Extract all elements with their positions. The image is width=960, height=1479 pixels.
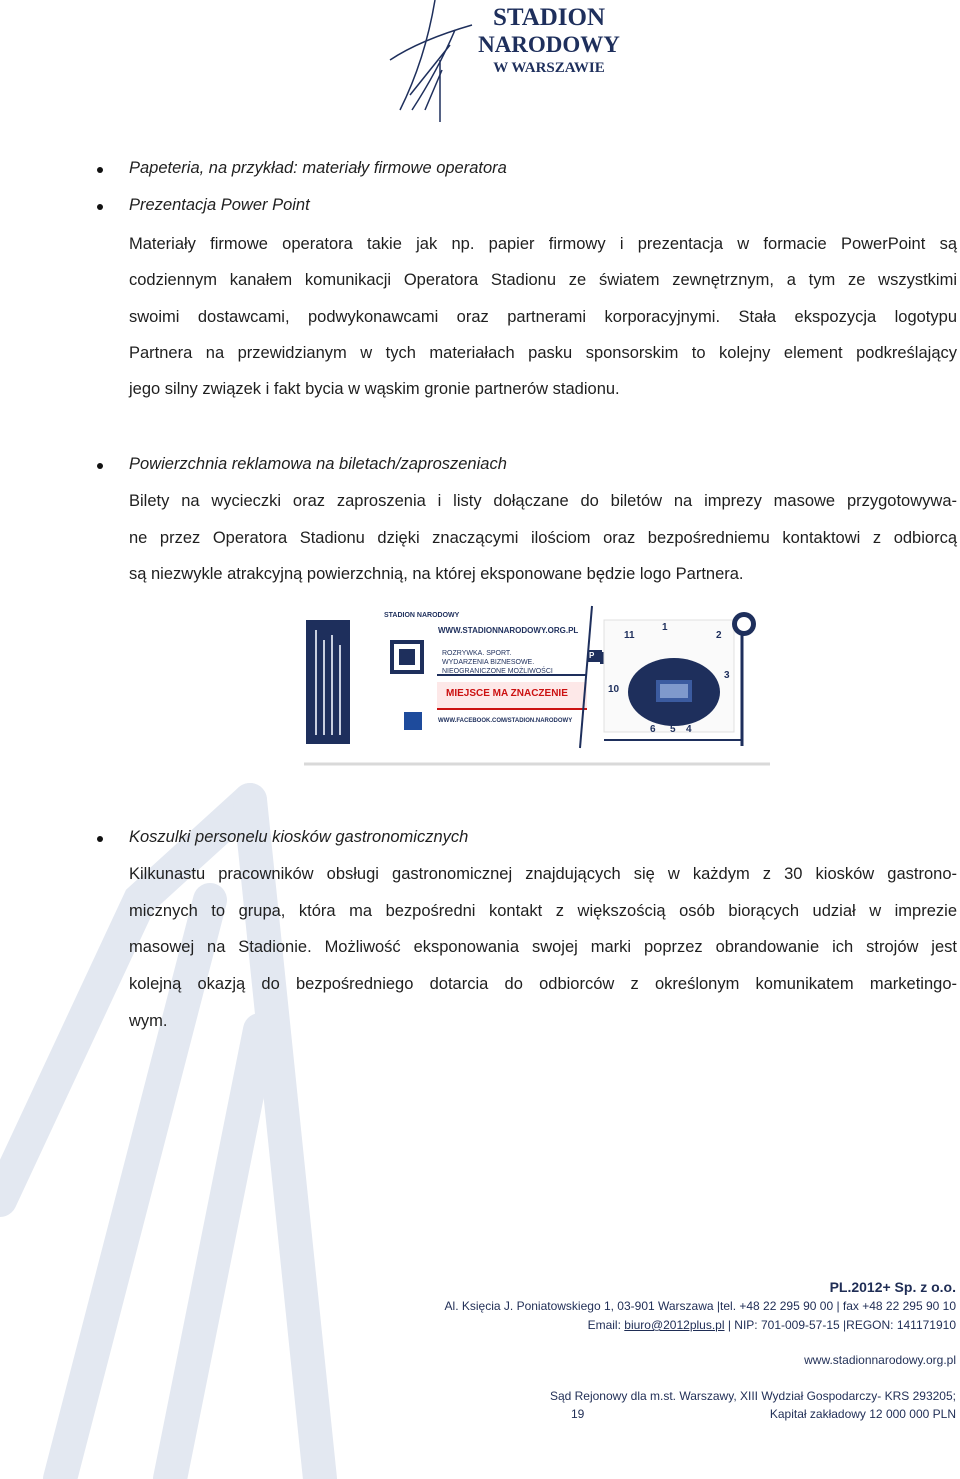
paragraph-line: ne przez Operatora Stadionu dzięki znaczącymi ilościom oraz bezpośredniemu kontaktowi z odbiorcą — [129, 529, 957, 547]
bullet-dot — [97, 204, 103, 210]
ticket-slogan-3: NIEOGRANICZONE MOŻLIWOŚCI — [442, 668, 553, 675]
ticket-parking: P — [589, 651, 595, 660]
logo-line-3: W WARSZAWIE — [493, 60, 605, 76]
paragraph-line: jego silny związek i fakt bycia w wąskim gronie partnerów stadionu. — [129, 380, 620, 398]
bullet-dot — [97, 463, 103, 469]
ticket-logo-small: STADION NARODOWY — [384, 612, 460, 619]
paragraph-line: Kilkunastu pracowników obsługi gastronomicznej znajdujących się w każdym z 30 kiosków gastrono- — [129, 865, 957, 883]
footer-nip: | NIP: 701-009-57-15 |REGON: 141171910 — [724, 1318, 956, 1332]
bullet-koszulki: Koszulki personelu kiosków gastronomicznych — [129, 828, 469, 846]
ticket-gate-4: 4 — [686, 724, 692, 735]
footer-company: PL.2012+ Sp. z o.o. — [829, 1279, 956, 1295]
bullet-dot — [97, 167, 103, 173]
paragraph-line: wym. — [129, 1012, 168, 1030]
watermark-logo — [0, 780, 420, 1479]
bullet-prezentacja: Prezentacja Power Point — [129, 196, 310, 214]
paragraph-line: masowej na Stadionie. Możliwość eksponowania swojej marki poprzez obrandowanie ich strojów jest — [129, 938, 957, 956]
footer-email-link[interactable]: biuro@2012plus.pl — [624, 1318, 725, 1332]
footer-website[interactable]: www.stadionnarodowy.org.pl — [804, 1353, 956, 1367]
paragraph-line: Bilety na wycieczki oraz zaproszenia i listy dołączane do biletów na imprezy masowe przygotowywa- — [129, 492, 957, 510]
ticket-gate-1: 1 — [662, 622, 668, 633]
ticket-gate-11: 11 — [624, 630, 635, 641]
bullet-papeteria: Papeteria, na przykład: materiały firmowe operatora — [129, 159, 507, 177]
logo-line-2: NARODOWY — [478, 32, 620, 57]
paragraph-line: swoimi dostawcami, podwykonawcami oraz partnerami korporacyjnymi. Stała ekspozycja logotypu — [129, 308, 957, 326]
paragraph-line: codziennym kanałem komunikacji Operatora Stadionu ze światem zewnętrznym, a tym ze wszystkimi — [129, 271, 957, 289]
paragraph-line: Materiały firmowe operatora takie jak np. papier firmowy i prezentacja w formacie PowerPoint są — [129, 235, 957, 253]
footer-capital: Kapitał zakładowy 12 000 000 PLN — [769, 1407, 956, 1421]
ticket-slogan-1: ROZRYWKA. SPORT. — [442, 650, 512, 657]
ticket-gate-5: 5 — [670, 724, 676, 735]
ticket-gate-10: 10 — [608, 684, 620, 695]
paragraph-line: micznych to grupa, która ma bezpośredni kontakt z większością osób biorących udział w imprezie — [129, 902, 957, 920]
ticket-facebook: WWW.FACEBOOK.COM/STADION.NARODOWY — [438, 718, 573, 724]
ticket-gate-6: 6 — [650, 724, 656, 735]
ticket-gate-3: 3 — [724, 670, 730, 681]
bullet-dot — [97, 836, 103, 842]
footer-court: Sąd Rejonowy dla m.st. Warszawy, XIII Wydział Gospodarczy- KRS 293205; — [549, 1389, 956, 1403]
paragraph-line: są niezwykle atrakcyjną powierzchnią, na której eksponowane będzie logo Partnera. — [129, 565, 744, 583]
ticket-gate-2: 2 — [716, 630, 722, 641]
footer-email-label: Email: — [587, 1318, 625, 1332]
ticket-website: WWW.STADIONNARODOWY.ORG.PL — [438, 626, 579, 635]
footer-contact — [588, 1318, 956, 1332]
ticket-image — [304, 600, 770, 766]
footer-address: Al. Księcia J. Poniatowskiego 1, 03-901 Warszawa |tel. +48 22 295 90 00 | fax +48 22 295 90 10 — [444, 1299, 956, 1313]
paragraph-line: kolejną okazją do bezpośredniego dotarcia do odbiorców z określonym komunikatem marketingo- — [129, 975, 957, 993]
ticket-banner: MIEJSCE MA ZNACZENIE — [446, 688, 568, 699]
paragraph-line: Partnera na przewidzianym w tych materiałach pasku sponsorskim to kolejny element podkreślający — [129, 344, 957, 362]
logo-line-1: STADION — [492, 4, 606, 31]
ticket-slogan-2: WYDARZENIA BIZNESOWE. — [442, 659, 535, 666]
bullet-powierzchnia: Powierzchnia reklamowa na biletach/zaproszeniach — [129, 455, 507, 473]
page-number: 19 — [571, 1407, 585, 1421]
